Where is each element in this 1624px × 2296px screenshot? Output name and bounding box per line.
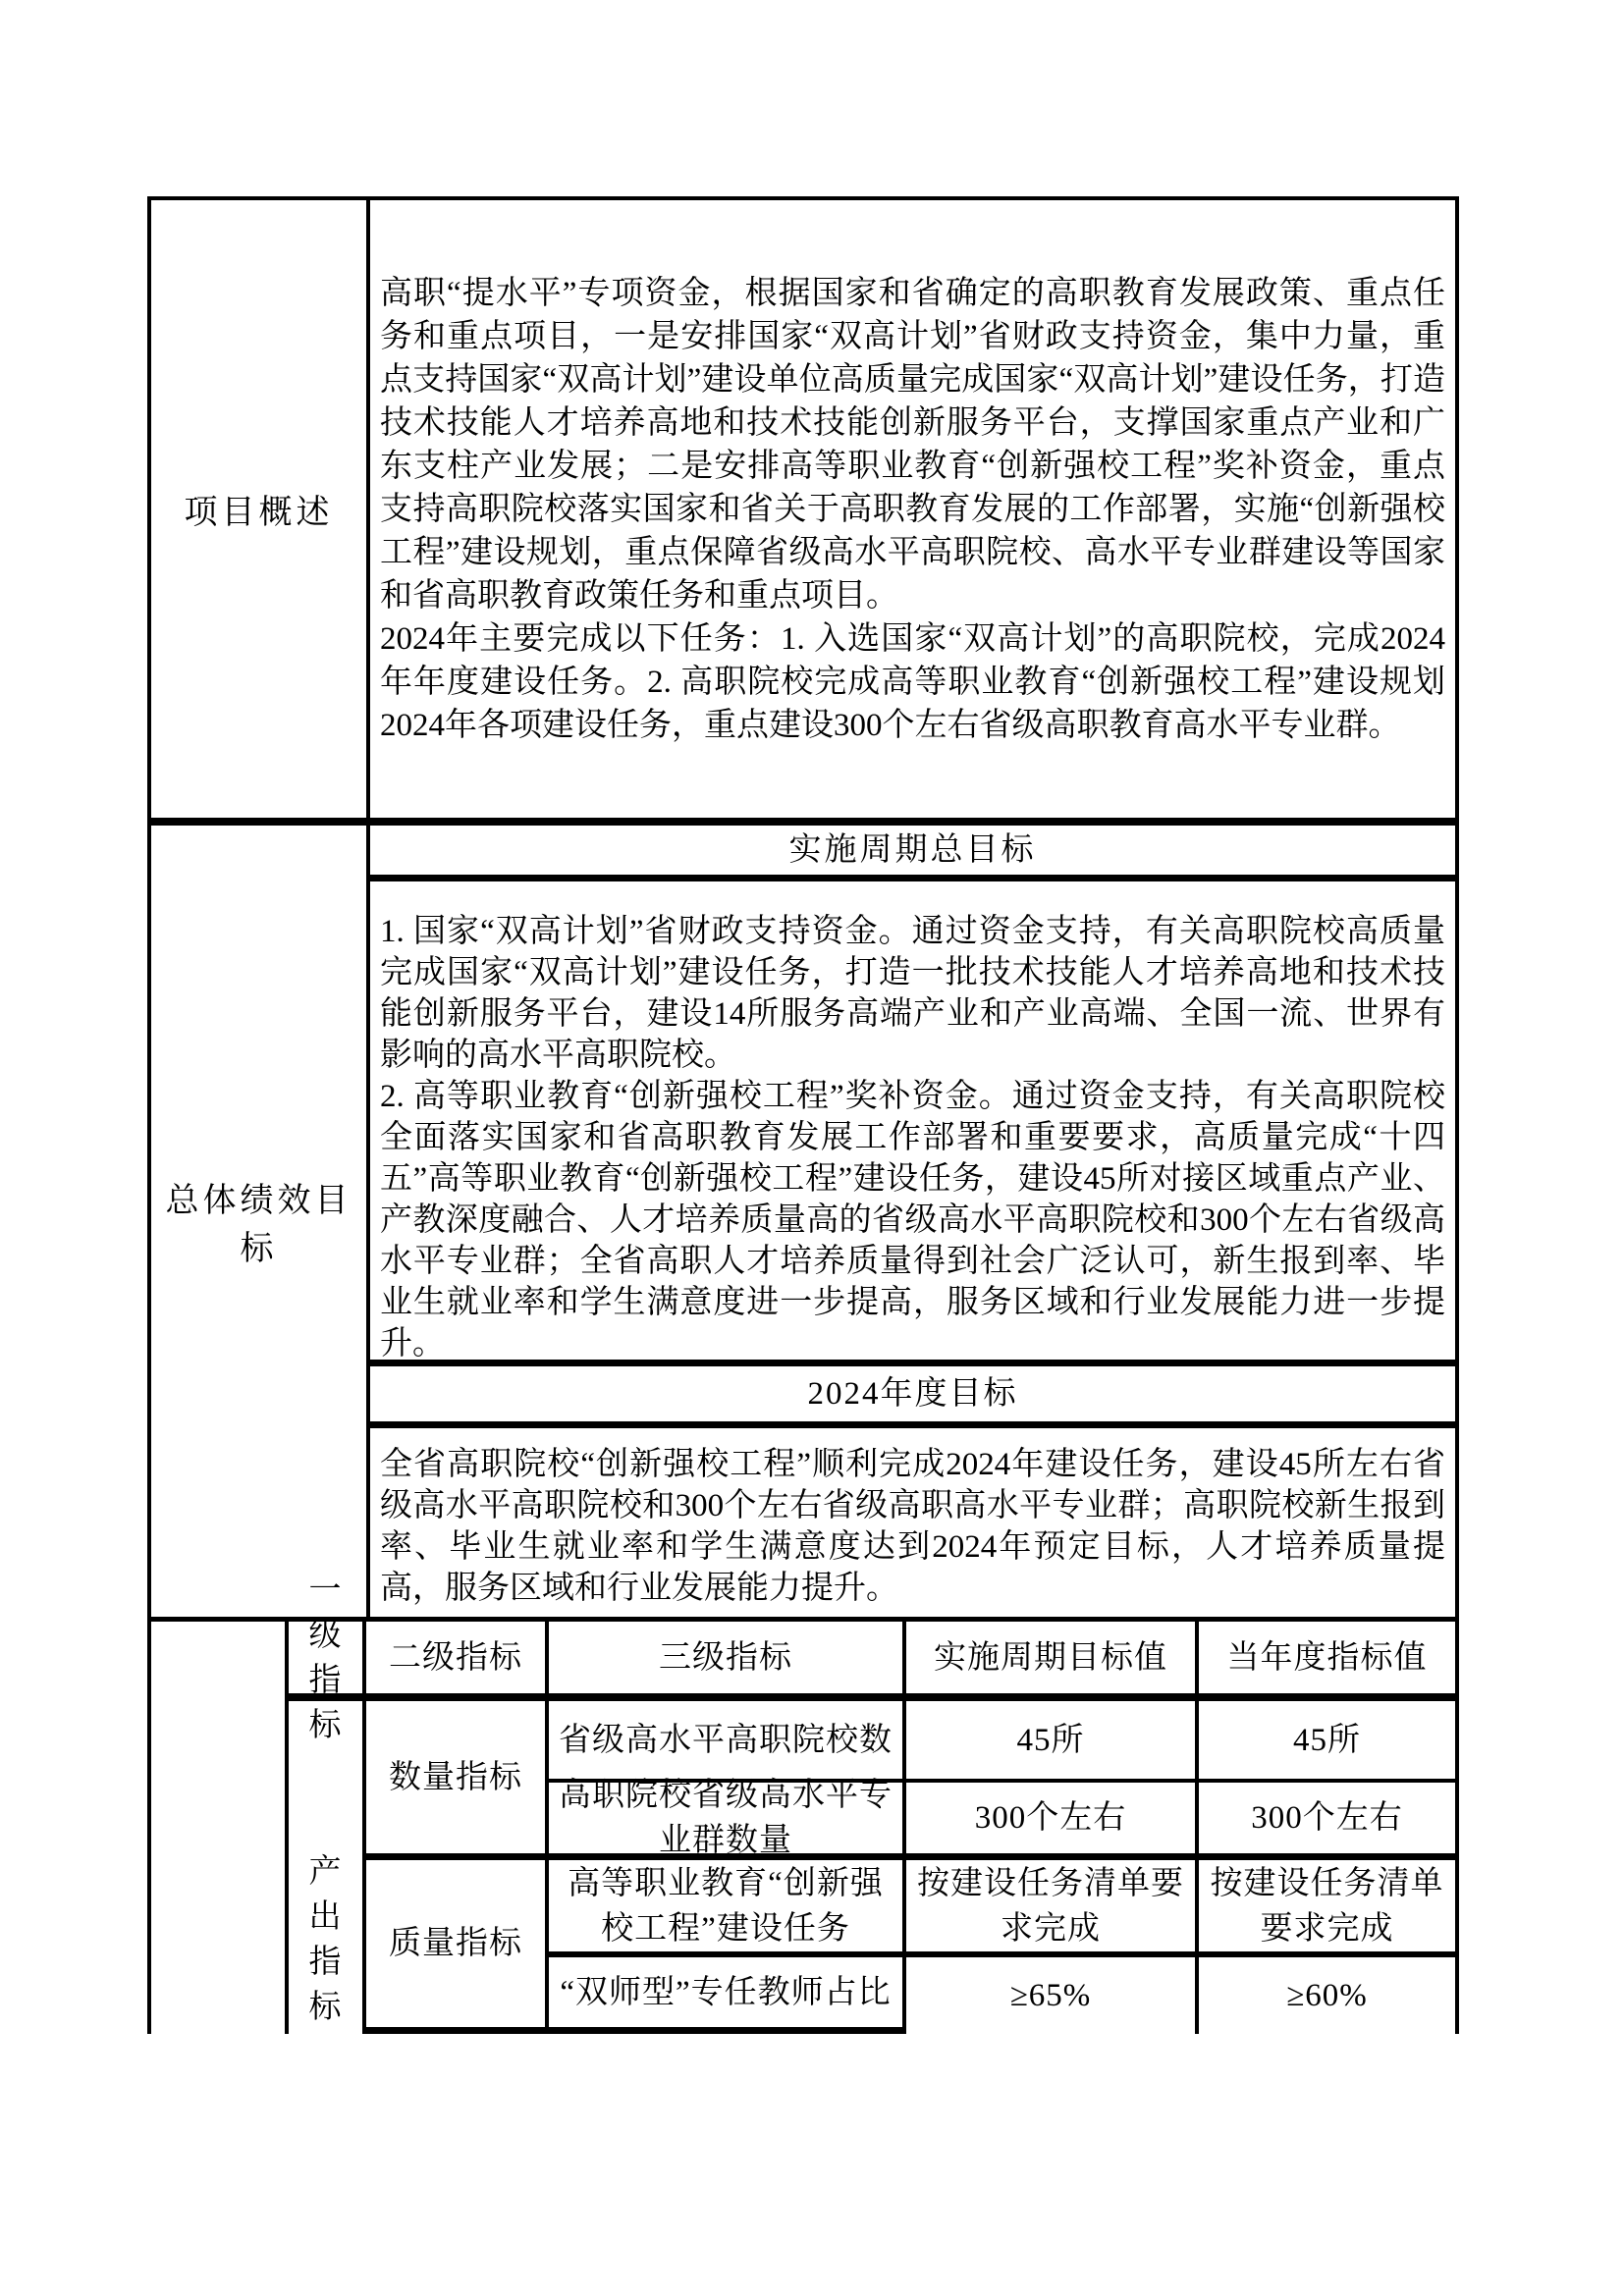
- project-overview-label: 项目概述: [151, 200, 370, 818]
- cycle-goal-paragraph-1: 1. 国家“双高计划”省财政支持资金。通过资金支持，有关高职院校高质量完成国家“双高计划”建设任务，打造一批技术技能人才培养高地和技术技能创新服务平台，建设14所服务高端产业和产业高端、全国一流、世界有影响的高水平高职院校。: [380, 914, 1445, 1073]
- project-overview-tasks-paragraph: 2024年主要完成以下任务：1. 入选国家“双高计划”的高职院校，完成2024年年度建设任务。2. 高职院校完成高等职业教育“创新强校工程”建设规划2024年各项建设任务，重点建设300个左右省级高职教育高水平专业群。: [380, 620, 1445, 743]
- indicator-annual-value: 按建设任务清单要求完成: [1199, 1860, 1455, 1957]
- project-overview-row: [147, 196, 1459, 826]
- indicator-cycle-value: 按建设任务清单要求完成: [906, 1860, 1199, 1957]
- project-overview-paragraph: 高职“提水平”专项资金，根据国家和省确定的高职教育发展政策、重点任务和重点项目，一是安排国家“双高计划”省财政支持资金，集中力量，重点支持国家“双高计划”建设单位高质量完成国家“双高计划”建设任务，打造技术技能人才培养高地和技术技能创新服务平台，支撑国家重点产业和广东支柱产业发展；二是安排高等职业教育“创新强校工程”奖补资金，重点支持高职院校落实国家和省关于高职教育发展的工作部署，实施“创新强校工程”建设规划，重点保障省级高水平高职院校、高水平专业群建设等国家和省高职教育政策任务和重点项目。: [380, 275, 1445, 614]
- annual-goal-text: 全省高职院校“创新强校工程”顺利完成2024年建设任务，建设45所左右省级高水平高职院校和300个左右省级高职高水平专业群；高职院校新生报到率、毕业生就业率和学生满意度达到2024年预定目标，人才培养质量提高，服务区域和行业发展能力提升。: [380, 1447, 1445, 1606]
- indicator-cycle-value: 300个左右: [906, 1783, 1199, 1860]
- column-header-level2: 二级指标: [366, 1622, 549, 1701]
- cycle-goal-header: 实施周期总目标: [370, 826, 1455, 881]
- overall-goals-label: 总体绩效目标: [151, 826, 370, 1617]
- cycle-goal-text: [370, 881, 1455, 1360]
- column-header-level1: 一级指标: [289, 1622, 366, 1701]
- annual-goal-header: 2024年度目标: [370, 1360, 1455, 1428]
- indicator-row-cell: 高等职业教育“创新强校工程”建设任务: [549, 1860, 906, 1957]
- indicator-left-spacer: [151, 1622, 289, 2034]
- indicator-cycle-value: ≥65%: [906, 1957, 1199, 2034]
- overall-goals-row: [147, 826, 1459, 1622]
- indicator-annual-value: ≥60%: [1286, 1978, 1368, 2013]
- level2-indicator-quality: 质量指标: [366, 1860, 549, 2034]
- indicator-cycle-value: 45所: [906, 1701, 1199, 1783]
- overall-goals-content: [370, 826, 1455, 1617]
- level1-indicator-output: 产出指标: [289, 1701, 366, 2034]
- performance-goal-form: [147, 196, 1459, 2034]
- indicator-table: [147, 1572, 1459, 2034]
- indicator-annual-value: 300个左右: [1199, 1783, 1455, 1860]
- level2-indicator-quantity: 数量指标: [366, 1701, 549, 1860]
- column-header-cycle-target: 实施周期目标值: [906, 1622, 1199, 1701]
- project-overview-text: [370, 200, 1455, 818]
- column-header-level3: 三级指标: [549, 1622, 906, 1701]
- indicator-row-cell: 高职院校省级高水平专业群数量: [549, 1783, 906, 1860]
- indicator-row-cell: 省级高水平高职院校数: [549, 1701, 906, 1783]
- indicator-annual-value: 45所: [1199, 1701, 1455, 1783]
- cycle-goal-paragraph-2: 2. 高等职业教育“创新强校工程”奖补资金。通过资金支持，有关高职院校全面落实国家和省高职教育发展工作部署和重要要求，高质量完成“十四五”高等职业教育“创新强校工程”建设任务，建设45所对接区域重点产业、产教深度融合、人才培养质量高的省级高水平高职院校和300个左右省级高水平专业群；全省高职人才培养质量得到社会广泛认可，新生报到率、毕业生就业率和学生满意度进一步提高，服务区域和行业发展能力进一步提升。: [380, 1079, 1445, 1362]
- column-header-annual-target: 当年度指标值: [1199, 1622, 1455, 1701]
- indicator-row-cell: “双师型”专任教师占比: [549, 1957, 906, 2034]
